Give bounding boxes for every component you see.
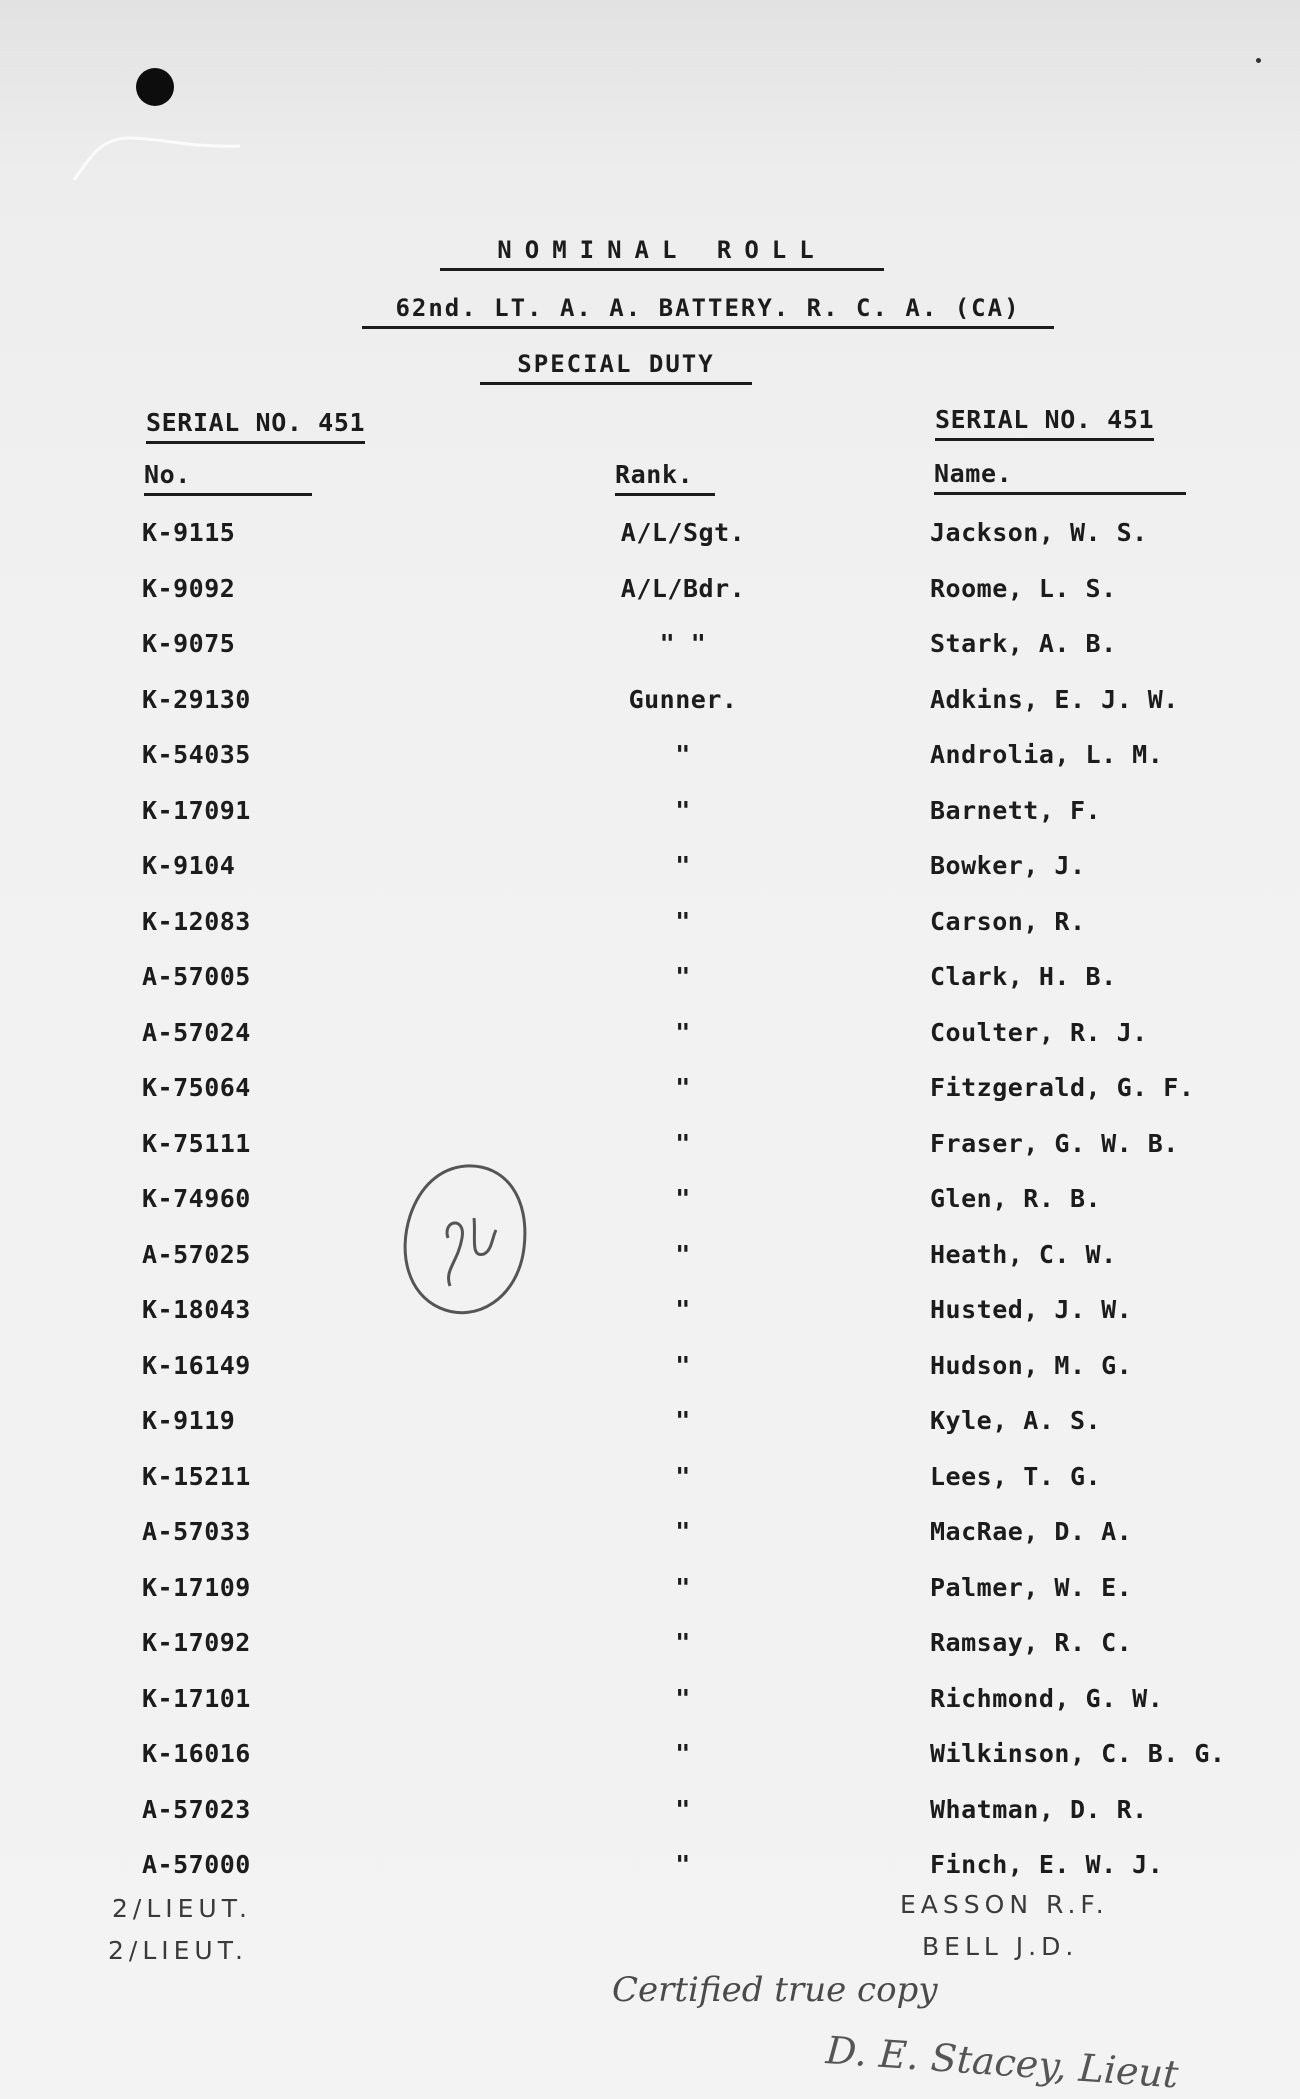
- serial-number-right: SERIAL NO. 451: [935, 405, 1154, 441]
- duty-heading: SPECIAL DUTY: [480, 350, 752, 385]
- rank: ": [675, 1351, 691, 1380]
- member-name: Roome, L. S.: [930, 574, 1117, 603]
- service-number: K-74960: [142, 1184, 251, 1213]
- service-number: K-9104: [142, 851, 236, 880]
- service-number: K-9119: [142, 1406, 236, 1435]
- service-number: A-57024: [142, 1018, 251, 1047]
- roll-row: [0, 1517, 1300, 1557]
- member-name: Whatman, D. R.: [930, 1795, 1148, 1824]
- officer-signature: D. E. Stacey, Lieut: [824, 2028, 1180, 2097]
- roll-row: [0, 1573, 1300, 1613]
- member-name: Clark, H. B.: [930, 962, 1117, 991]
- service-number: K-9075: [142, 629, 236, 658]
- punch-hole: [136, 68, 174, 106]
- roll-row: [0, 1795, 1300, 1835]
- rank: A/L/Bdr.: [620, 574, 746, 603]
- service-number: K-15211: [142, 1462, 251, 1491]
- member-name: MacRae, D. A.: [930, 1517, 1133, 1546]
- service-number: A-57025: [142, 1240, 251, 1269]
- service-number: A-57023: [142, 1795, 251, 1824]
- member-name: Husted, J. W.: [930, 1295, 1133, 1324]
- roll-row: [0, 685, 1300, 725]
- service-number: K-16016: [142, 1739, 251, 1768]
- roll-row: [0, 1739, 1300, 1779]
- rank: ": [675, 796, 691, 825]
- service-number: K-18043: [142, 1295, 251, 1324]
- member-name: Fitzgerald, G. F.: [930, 1073, 1195, 1102]
- ink-speck: [1256, 58, 1261, 63]
- member-name: Heath, C. W.: [930, 1240, 1117, 1269]
- member-name: Bowker, J.: [930, 851, 1086, 880]
- column-header-rank: Rank.: [615, 460, 715, 496]
- unit-heading: 62nd. LT. A. A. BATTERY. R. C. A. (CA): [362, 294, 1054, 329]
- roll-row: [0, 1351, 1300, 1391]
- roll-row: [0, 796, 1300, 836]
- officer-rank: 2/LIEUT.: [108, 1936, 248, 1965]
- member-name: Stark, A. B.: [930, 629, 1117, 658]
- service-number: K-75111: [142, 1129, 251, 1158]
- service-number: K-75064: [142, 1073, 251, 1102]
- rank: A/L/Sgt.: [620, 518, 746, 547]
- roll-row: [0, 851, 1300, 891]
- roll-row: [0, 574, 1300, 614]
- roll-row: [0, 1129, 1300, 1169]
- rank: ": [675, 1406, 691, 1435]
- roll-row: [0, 1184, 1300, 1224]
- rank: ": [675, 1684, 691, 1713]
- rank: ": [675, 1795, 691, 1824]
- service-number: K-17091: [142, 796, 251, 825]
- column-header-name: Name.: [934, 459, 1186, 495]
- rank: ": [675, 962, 691, 991]
- rank: ": [675, 1462, 691, 1491]
- service-number: K-29130: [142, 685, 251, 714]
- service-number: K-9115: [142, 518, 236, 547]
- member-name: Fraser, G. W. B.: [930, 1129, 1179, 1158]
- member-name: Kyle, A. S.: [930, 1406, 1102, 1435]
- document-title: NOMINAL ROLL: [440, 236, 884, 271]
- rank: ": [675, 907, 691, 936]
- rank: ": [675, 851, 691, 880]
- serial-number-left: SERIAL NO. 451: [146, 408, 365, 444]
- member-name: Palmer, W. E.: [930, 1573, 1133, 1602]
- rank: ": [675, 1628, 691, 1657]
- service-number: K-16149: [142, 1351, 251, 1380]
- member-name: Hudson, M. G.: [930, 1351, 1133, 1380]
- member-name: Richmond, G. W.: [930, 1684, 1164, 1713]
- service-number: A-57000: [142, 1850, 251, 1879]
- member-name: Glen, R. B.: [930, 1184, 1102, 1213]
- service-number: K-17109: [142, 1573, 251, 1602]
- roll-row: [0, 1406, 1300, 1446]
- officer-rank: 2/LIEUT.: [112, 1894, 252, 1923]
- certification-note: Certified true copy: [612, 1970, 938, 2010]
- member-name: Finch, E. W. J.: [930, 1850, 1164, 1879]
- service-number: A-57033: [142, 1517, 251, 1546]
- rank: ": [675, 1517, 691, 1546]
- rank: ": [675, 1184, 691, 1213]
- roll-row: [0, 1628, 1300, 1668]
- member-name: Adkins, E. J. W.: [930, 685, 1179, 714]
- service-number: K-9092: [142, 574, 236, 603]
- member-name: Ramsay, R. C.: [930, 1628, 1133, 1657]
- roll-row: [0, 1240, 1300, 1280]
- roll-row: [0, 1073, 1300, 1113]
- service-number: K-54035: [142, 740, 251, 769]
- roll-row: [0, 1018, 1300, 1058]
- member-name: Carson, R.: [930, 907, 1086, 936]
- member-name: Jackson, W. S.: [930, 518, 1148, 547]
- rank: ": [675, 1295, 691, 1324]
- roll-row: [0, 1295, 1300, 1335]
- rank: ": [675, 1240, 691, 1269]
- rank: ": [675, 1573, 691, 1602]
- roll-row: [0, 518, 1300, 558]
- service-number: K-17101: [142, 1684, 251, 1713]
- column-header-no: No.: [144, 460, 312, 496]
- service-number: A-57005: [142, 962, 251, 991]
- rank: " ": [659, 629, 707, 658]
- member-name: Wilkinson, C. B. G.: [930, 1739, 1226, 1768]
- rank: ": [675, 1018, 691, 1047]
- roll-row: [0, 907, 1300, 947]
- roll-row: [0, 1684, 1300, 1724]
- rank: ": [675, 740, 691, 769]
- rank: ": [675, 1129, 691, 1158]
- member-name: Barnett, F.: [930, 796, 1102, 825]
- roll-row: [0, 629, 1300, 669]
- officer-name: BELL J.D.: [922, 1932, 1079, 1961]
- member-name: Lees, T. G.: [930, 1462, 1102, 1491]
- rank: ": [675, 1739, 691, 1768]
- member-name: Coulter, R. J.: [930, 1018, 1148, 1047]
- paper-crease: [70, 128, 250, 188]
- roll-row: [0, 740, 1300, 780]
- rank: ": [675, 1073, 691, 1102]
- rank: ": [675, 1850, 691, 1879]
- rank: Gunner.: [628, 685, 738, 714]
- officer-name: EASSON R.F.: [900, 1890, 1109, 1919]
- member-name: Androlia, L. M.: [930, 740, 1164, 769]
- service-number: K-12083: [142, 907, 251, 936]
- roll-row: [0, 1850, 1300, 1890]
- initials-stamp: [396, 1158, 534, 1324]
- service-number: K-17092: [142, 1628, 251, 1657]
- roll-row: [0, 1462, 1300, 1502]
- roll-row: [0, 962, 1300, 1002]
